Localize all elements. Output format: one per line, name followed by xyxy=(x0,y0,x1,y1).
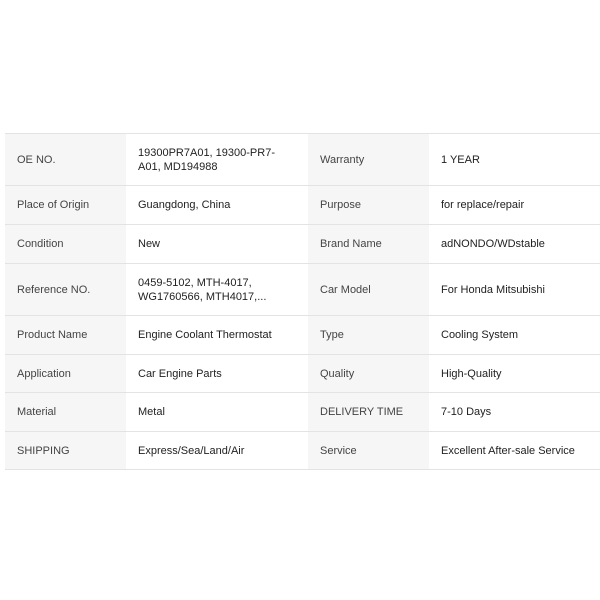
spec-label: OE NO. xyxy=(5,134,126,185)
spec-label: Service xyxy=(308,432,429,469)
spec-value: for replace/repair xyxy=(429,186,600,224)
spec-label: Quality xyxy=(308,355,429,392)
spec-value-text: 0459-5102, MTH-4017, WG1760566, MTH4017,... xyxy=(138,276,267,303)
spec-label: Brand Name xyxy=(308,225,429,263)
spec-value: adNONDO/WDstable xyxy=(429,225,600,263)
spec-value: Excellent After-sale Service xyxy=(429,432,600,469)
spec-table xyxy=(5,133,600,470)
spec-value: New xyxy=(126,225,308,263)
spec-row-oe-no xyxy=(5,134,600,186)
spec-value: For Honda Mitsubishi xyxy=(429,264,600,315)
spec-value: 1 YEAR xyxy=(429,134,600,185)
spec-value xyxy=(126,134,308,185)
spec-label: Material xyxy=(5,393,126,431)
spec-label: Place of Origin xyxy=(5,186,126,224)
spec-row-reference-no xyxy=(5,264,600,316)
spec-row-material xyxy=(5,393,600,432)
spec-value: Express/Sea/Land/Air xyxy=(126,432,308,469)
spec-row-place-of-origin xyxy=(5,186,600,225)
spec-label: Product Name xyxy=(5,316,126,354)
spec-label: Car Model xyxy=(308,264,429,315)
spec-value: Metal xyxy=(126,393,308,431)
spec-value: Guangdong, China xyxy=(126,186,308,224)
spec-label: Application xyxy=(5,355,126,392)
spec-label: Condition xyxy=(5,225,126,263)
spec-label: Reference NO. xyxy=(5,264,126,315)
spec-label: SHIPPING xyxy=(5,432,126,469)
spec-label: Type xyxy=(308,316,429,354)
spec-label: DELIVERY TIME xyxy=(308,393,429,431)
spec-row-condition xyxy=(5,225,600,264)
spec-row-application xyxy=(5,355,600,393)
spec-value: 7-10 Days xyxy=(429,393,600,431)
spec-value: Car Engine Parts xyxy=(126,355,308,392)
spec-value xyxy=(126,264,308,315)
spec-value: Engine Coolant Thermostat xyxy=(126,316,308,354)
spec-value: Cooling System xyxy=(429,316,600,354)
spec-row-shipping xyxy=(5,432,600,470)
spec-label: Warranty xyxy=(308,134,429,185)
spec-row-product-name xyxy=(5,316,600,355)
spec-label: Purpose xyxy=(308,186,429,224)
spec-value: High-Quality xyxy=(429,355,600,392)
spec-value-text: 19300PR7A01, 19300-PR7-A01, MD194988 xyxy=(138,146,275,173)
